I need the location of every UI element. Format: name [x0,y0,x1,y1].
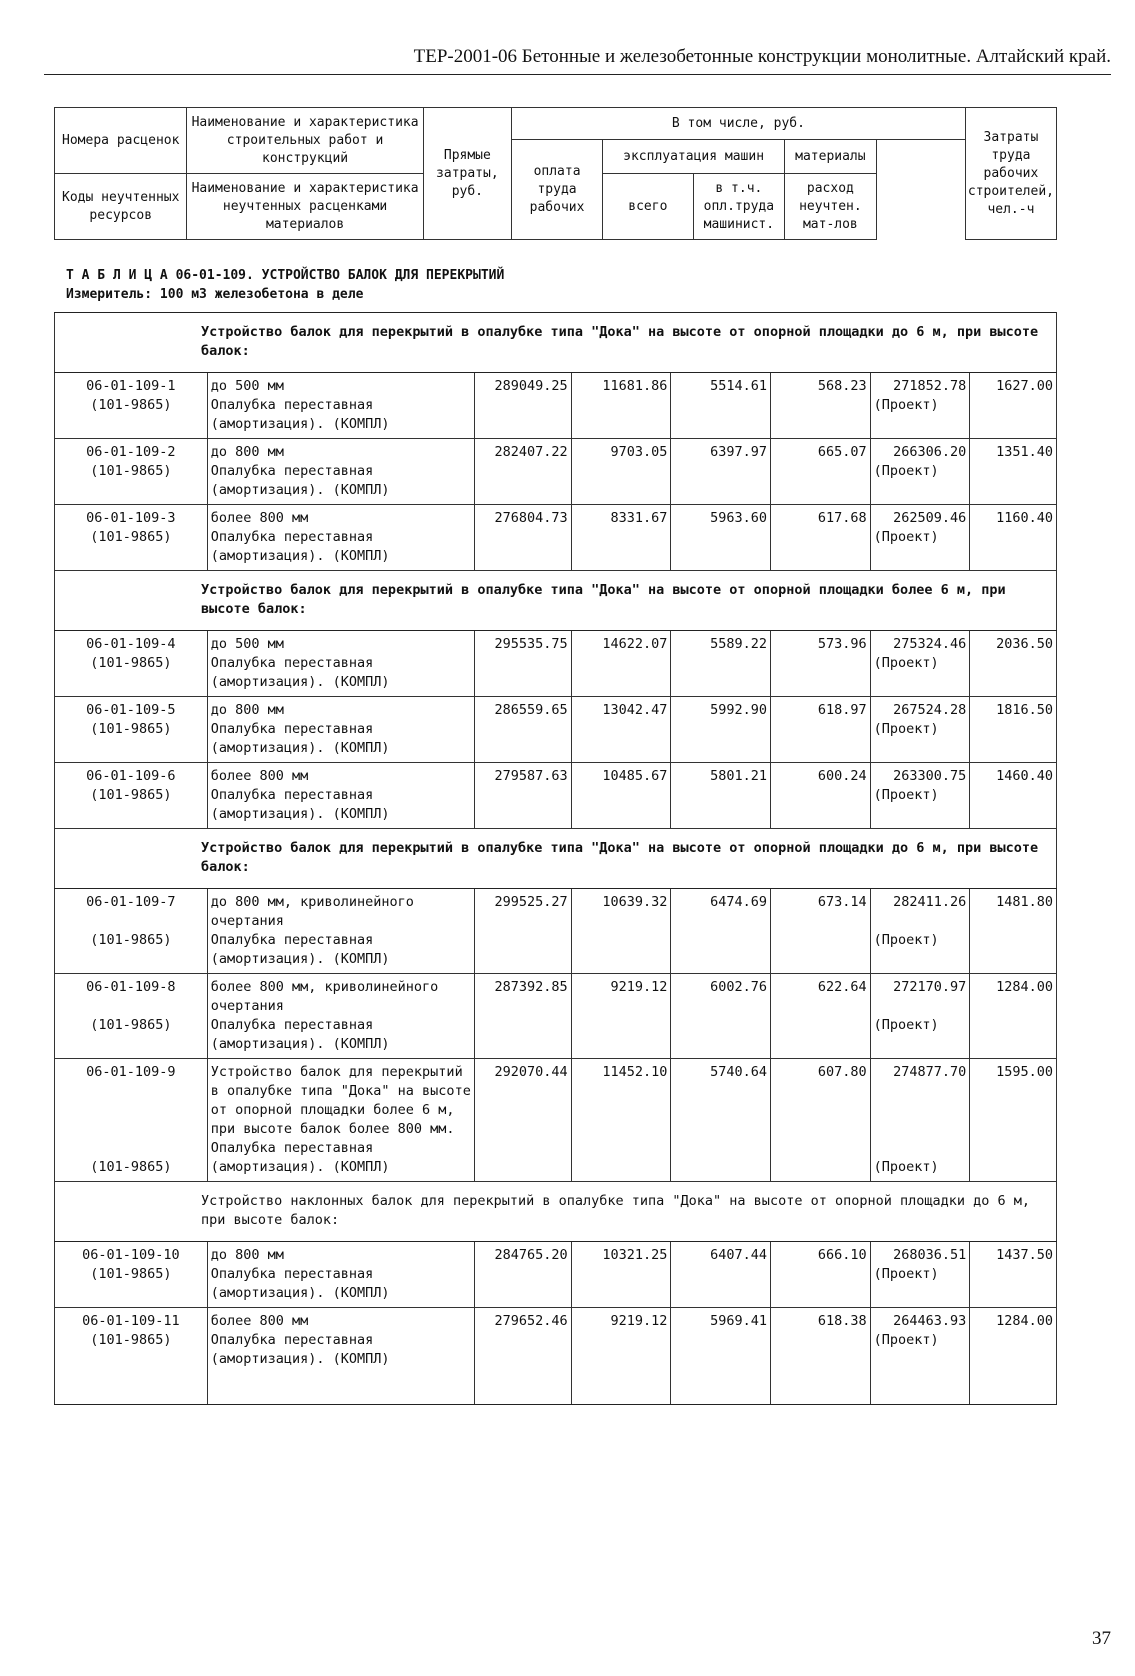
machine-labor-cost: 622.64 [771,974,871,1059]
machine-labor-cost: 666.10 [771,1242,871,1308]
work-name: до 800 мм [210,1247,284,1263]
page-number: 37 [1092,1628,1111,1649]
machine-labor-cost: 617.68 [771,505,871,571]
col-head-direct: Прямые затраты, руб. [423,108,511,240]
project-note: (Проект) [873,529,939,545]
col-head-incl: В том числе, руб. [512,108,966,140]
col-head-name-top: Наименование и характеристика строительных работ и конструкций [187,108,423,174]
table-title: Т А Б Л И Ц А 06-01-109. УСТРОЙСТВО БАЛОК ДЛЯ ПЕРЕКРЫТИЙ [66,268,505,283]
col-head-materials-extra: расход неучтен. мат-лов [785,174,877,240]
materials-cost: 267524.28 [893,702,967,718]
rate-code: 06-01-109-2 [86,444,176,460]
rate-code: 06-01-109-5 [86,702,176,718]
resource-code: (101-9865) [90,932,172,948]
section-row [55,829,1057,889]
project-note: (Проект) [873,1266,939,1282]
work-name: Устройство балок для перекрытий в опалубке типа "Дока" на высоте от опорной площадки более 6 м, при высоте балок более 800 мм. [210,1064,471,1137]
machine-cost: 5514.61 [671,373,771,439]
rate-row [55,1059,1057,1182]
table-caption [66,266,504,304]
materials-cost: 263300.75 [893,768,967,784]
section-row [55,313,1057,373]
col-head-code-bottom: Коды неучтенных ресурсов [55,174,187,240]
resource-code: (101-9865) [90,721,172,737]
resource-code: (101-9865) [90,787,172,803]
table-unit: Измеритель: 100 м3 железобетона в деле [66,287,364,302]
material-name: Опалубка переставная (амортизация). (КОМПЛ) [210,529,390,564]
materials-cost: 262509.46 [893,510,967,526]
section-title: Устройство наклонных балок для перекрытий в опалубке типа "Дока" на высоте от опорной площадки до 6 м, при высоте балок: [55,1182,1057,1242]
name-cell [207,631,475,697]
machine-labor-cost: 573.96 [771,631,871,697]
labor-cost: 8331.67 [571,505,671,571]
rate-row [55,763,1057,829]
col-head-labor: оплата труда рабочих [512,140,603,240]
rates-table [54,312,1057,1405]
resource-code: (101-9865) [90,529,172,545]
work-name: более 800 мм [210,1313,309,1329]
labor-cost: 9219.12 [571,974,671,1059]
labor-hours: 1160.40 [970,505,1057,571]
labor-hours: 1284.00 [970,974,1057,1059]
direct-cost: 295535.75 [475,631,571,697]
rate-code: 06-01-109-1 [86,378,176,394]
materials-cell [870,763,970,829]
code-cell [55,1242,208,1308]
machine-cost: 6397.97 [671,439,771,505]
labor-hours: 1460.40 [970,763,1057,829]
project-note: (Проект) [873,1159,939,1175]
name-cell [207,763,475,829]
machine-cost: 5963.60 [671,505,771,571]
section-title: Устройство балок для перекрытий в опалубке типа "Дока" на высоте от опорной площадки до 6 м, при высоте балок: [55,313,1057,373]
material-name: Опалубка переставная (амортизация). (КОМПЛ) [210,655,390,690]
labor-hours: 1284.00 [970,1308,1057,1405]
col-head-machines: эксплуатация машин [603,140,785,174]
material-name: Опалубка переставная (амортизация). (КОМПЛ) [210,1266,390,1301]
labor-cost: 9703.05 [571,439,671,505]
rate-code: 06-01-109-9 [86,1064,176,1080]
section-title: Устройство балок для перекрытий в опалубке типа "Дока" на высоте от опорной площадки до 6 м, при высоте балок: [55,829,1057,889]
rate-code: 06-01-109-10 [82,1247,180,1263]
name-cell [207,1059,475,1182]
col-head-code-top: Номера расценок [55,108,187,174]
machine-cost: 5992.90 [671,697,771,763]
section-row [55,571,1057,631]
materials-cell [870,697,970,763]
materials-cost: 275324.46 [893,636,967,652]
direct-cost: 284765.20 [475,1242,571,1308]
material-name: Опалубка переставная (амортизация). (КОМПЛ) [210,463,390,498]
direct-cost: 276804.73 [475,505,571,571]
machine-cost: 5969.41 [671,1308,771,1405]
rate-code: 06-01-109-3 [86,510,176,526]
code-cell [55,373,208,439]
col-head-labor-hours: Затраты труда рабочих строителей, чел.-ч [965,108,1056,240]
name-cell [207,1242,475,1308]
col-head-machines-total: всего [603,174,694,240]
section-row [55,1182,1057,1242]
rate-row [55,505,1057,571]
labor-cost: 9219.12 [571,1308,671,1405]
direct-cost: 292070.44 [475,1059,571,1182]
direct-cost: 279652.46 [475,1308,571,1405]
rate-row [55,1308,1057,1405]
machine-labor-cost: 673.14 [771,889,871,974]
materials-cost: 266306.20 [893,444,967,460]
resource-code: (101-9865) [90,1017,172,1033]
machine-cost: 5589.22 [671,631,771,697]
rate-row [55,631,1057,697]
code-cell [55,763,208,829]
code-cell [55,1059,208,1182]
work-name: до 500 мм [210,636,284,652]
labor-cost: 10639.32 [571,889,671,974]
materials-cell [870,889,970,974]
rate-row [55,439,1057,505]
material-name: Опалубка переставная (амортизация). (КОМПЛ) [210,721,390,756]
code-cell [55,505,208,571]
rate-row [55,889,1057,974]
labor-cost: 14622.07 [571,631,671,697]
machine-labor-cost: 618.38 [771,1308,871,1405]
machine-labor-cost: 568.23 [771,373,871,439]
machine-labor-cost: 600.24 [771,763,871,829]
resource-code: (101-9865) [90,397,172,413]
rate-code: 06-01-109-8 [86,979,176,995]
direct-cost: 279587.63 [475,763,571,829]
work-name: более 800 мм [210,510,309,526]
machine-labor-cost: 607.80 [771,1059,871,1182]
labor-cost: 13042.47 [571,697,671,763]
work-name: до 800 мм [210,444,284,460]
labor-hours: 1595.00 [970,1059,1057,1182]
col-head-materials: материалы [785,140,877,174]
direct-cost: 282407.22 [475,439,571,505]
labor-hours: 1816.50 [970,697,1057,763]
labor-hours: 1351.40 [970,439,1057,505]
name-cell [207,889,475,974]
rate-row [55,373,1057,439]
materials-cost: 272170.97 [893,979,967,995]
direct-cost: 287392.85 [475,974,571,1059]
materials-cell [870,1059,970,1182]
name-cell [207,505,475,571]
materials-cell [870,505,970,571]
work-name: более 800 мм [210,768,309,784]
rate-row [55,974,1057,1059]
materials-cell [870,1242,970,1308]
project-note: (Проект) [873,655,939,671]
col-head-machines-labor: в т.ч. опл.труда машинист. [693,174,785,240]
code-cell [55,697,208,763]
rate-code: 06-01-109-11 [82,1313,180,1329]
machine-cost: 6407.44 [671,1242,771,1308]
material-name: Опалубка переставная (амортизация). (КОМПЛ) [210,1017,390,1052]
resource-code: (101-9865) [90,463,172,479]
material-name: Опалубка переставная (амортизация). (КОМПЛ) [210,1332,390,1367]
name-cell [207,1308,475,1405]
labor-cost: 11452.10 [571,1059,671,1182]
name-cell [207,439,475,505]
materials-cost: 268036.51 [893,1247,967,1263]
materials-cost: 271852.78 [893,378,967,394]
code-cell [55,439,208,505]
material-name: Опалубка переставная (амортизация). (КОМПЛ) [210,787,390,822]
resource-code: (101-9865) [90,1332,172,1348]
rate-code: 06-01-109-7 [86,894,176,910]
machine-cost: 5740.64 [671,1059,771,1182]
code-cell [55,631,208,697]
name-cell [207,974,475,1059]
project-note: (Проект) [873,397,939,413]
materials-cell [870,373,970,439]
direct-cost: 289049.25 [475,373,571,439]
rate-code: 06-01-109-4 [86,636,176,652]
labor-cost: 10485.67 [571,763,671,829]
work-name: до 800 мм [210,702,284,718]
code-cell [55,974,208,1059]
machine-labor-cost: 618.97 [771,697,871,763]
project-note: (Проект) [873,1332,939,1348]
project-note: (Проект) [873,932,939,948]
labor-hours: 2036.50 [970,631,1057,697]
direct-cost: 286559.65 [475,697,571,763]
machine-cost: 6474.69 [671,889,771,974]
machine-cost: 6002.76 [671,974,771,1059]
materials-cell [870,631,970,697]
col-head-name-bottom: Наименование и характеристика неучтенных расценками материалов [187,174,423,240]
project-note: (Проект) [873,1017,939,1033]
code-cell [55,889,208,974]
resource-code: (101-9865) [90,1159,172,1175]
direct-cost: 299525.27 [475,889,571,974]
project-note: (Проект) [873,721,939,737]
name-cell [207,697,475,763]
materials-cost: 282411.26 [893,894,967,910]
materials-cost: 264463.93 [893,1313,967,1329]
labor-cost: 10321.25 [571,1242,671,1308]
work-name: до 800 мм, криволинейного очертания [210,894,414,929]
running-header: ТЕР-2001-06 Бетонные и железобетонные конструкции монолитные. Алтайский край. [44,46,1111,75]
machine-cost: 5801.21 [671,763,771,829]
code-cell [55,1308,208,1405]
project-note: (Проект) [873,787,939,803]
labor-hours: 1481.80 [970,889,1057,974]
materials-cost: 274877.70 [893,1064,967,1080]
work-name: более 800 мм, криволинейного очертания [210,979,439,1014]
labor-hours: 1627.00 [970,373,1057,439]
material-name: Опалубка переставная (амортизация). (КОМПЛ) [210,932,390,967]
materials-cell [870,439,970,505]
project-note: (Проект) [873,463,939,479]
rate-row [55,1242,1057,1308]
material-name: Опалубка переставная (амортизация). (КОМПЛ) [210,1140,390,1175]
labor-hours: 1437.50 [970,1242,1057,1308]
labor-cost: 11681.86 [571,373,671,439]
rate-code: 06-01-109-6 [86,768,176,784]
materials-cell [870,1308,970,1405]
material-name: Опалубка переставная (амортизация). (КОМПЛ) [210,397,390,432]
name-cell [207,373,475,439]
materials-cell [870,974,970,1059]
resource-code: (101-9865) [90,655,172,671]
column-header-table [54,107,1057,240]
machine-labor-cost: 665.07 [771,439,871,505]
work-name: до 500 мм [210,378,284,394]
section-title: Устройство балок для перекрытий в опалубке типа "Дока" на высоте от опорной площадки более 6 м, при высоте балок: [55,571,1057,631]
rate-row [55,697,1057,763]
resource-code: (101-9865) [90,1266,172,1282]
